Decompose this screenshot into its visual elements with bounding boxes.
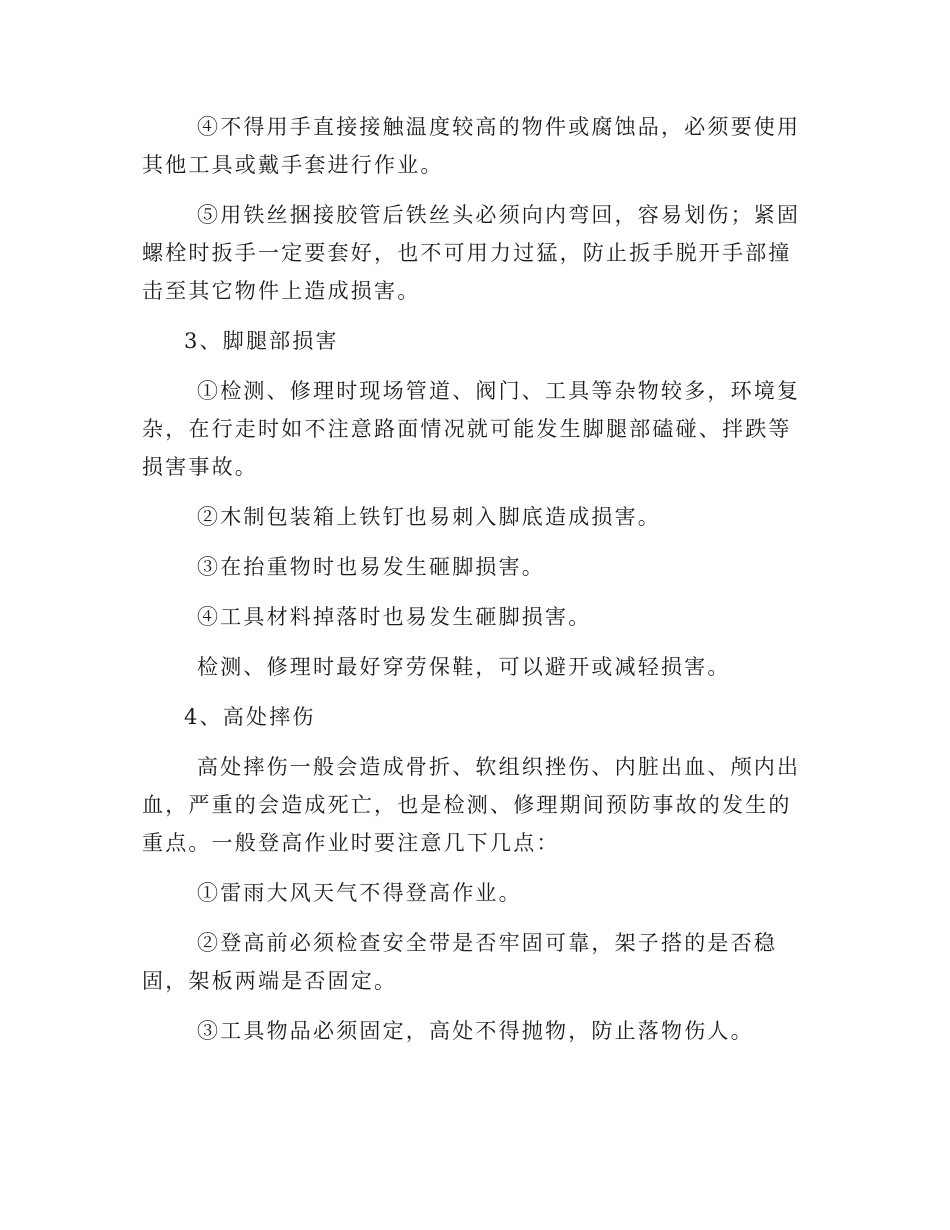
paragraph-item-2-safety-belt: ②登高前必须检查安全带是否牢固可靠，架子搭的是否稳固，架板两端是否固定。 (142, 931, 777, 993)
paragraph-item-2-nails: ②木制包装箱上铁钉也易刺入脚底造成损害。 (197, 505, 661, 529)
paragraph-safety-shoes: 检测、修理时最好穿劳保鞋，可以避开或减轻损害。 (197, 655, 731, 679)
document-body (142, 108, 812, 1062)
section-heading-4-fall-injury: 4、高处摔伤 (184, 705, 316, 729)
paragraph-item-4-falling-tools: ④工具材料掉落时也易发生砸脚损害。 (197, 605, 592, 629)
paragraph-item-5-wire-and-wrench: ⑤用铁丝捆接胶管后铁丝头必须向内弯回，容易划伤；紧固螺栓时扳手一定要套好，也不可用力过猛，防止扳手脱开手部撞击至其它物件上造成损害。 (142, 203, 801, 303)
paragraph-fall-injury-overview: 高处摔伤一般会造成骨折、软组织挫伤、内脏出血、颅内出血，严重的会造成死亡，也是检测、修理期间预防事故的发生的重点。一般登高作业时要注意几下几点： (142, 755, 801, 855)
paragraph-item-4-hot-objects: ④不得用手直接接触温度较高的物件或腐蚀品，必须要使用其他工具或戴手套进行作业。 (142, 115, 801, 177)
section-heading-3-leg-injury: 3、脚腿部损害 (184, 329, 339, 353)
paragraph-item-3-heavy-lifting: ③在抬重物时也易发生砸脚损害。 (197, 555, 545, 579)
paragraph-item-3-secure-tools: ③工具物品必须固定，高处不得抛物，防止落物伤人。 (197, 1019, 754, 1043)
paragraph-item-1-site-hazards: ①检测、修理时现场管道、阀门、工具等杂物较多，环境复杂，在行走时如不注意路面情况就可能发生脚腿部磕碰、拌跌等损害事故。 (142, 379, 801, 479)
paragraph-item-1-weather: ①雷雨大风天气不得登高作业。 (197, 881, 522, 905)
